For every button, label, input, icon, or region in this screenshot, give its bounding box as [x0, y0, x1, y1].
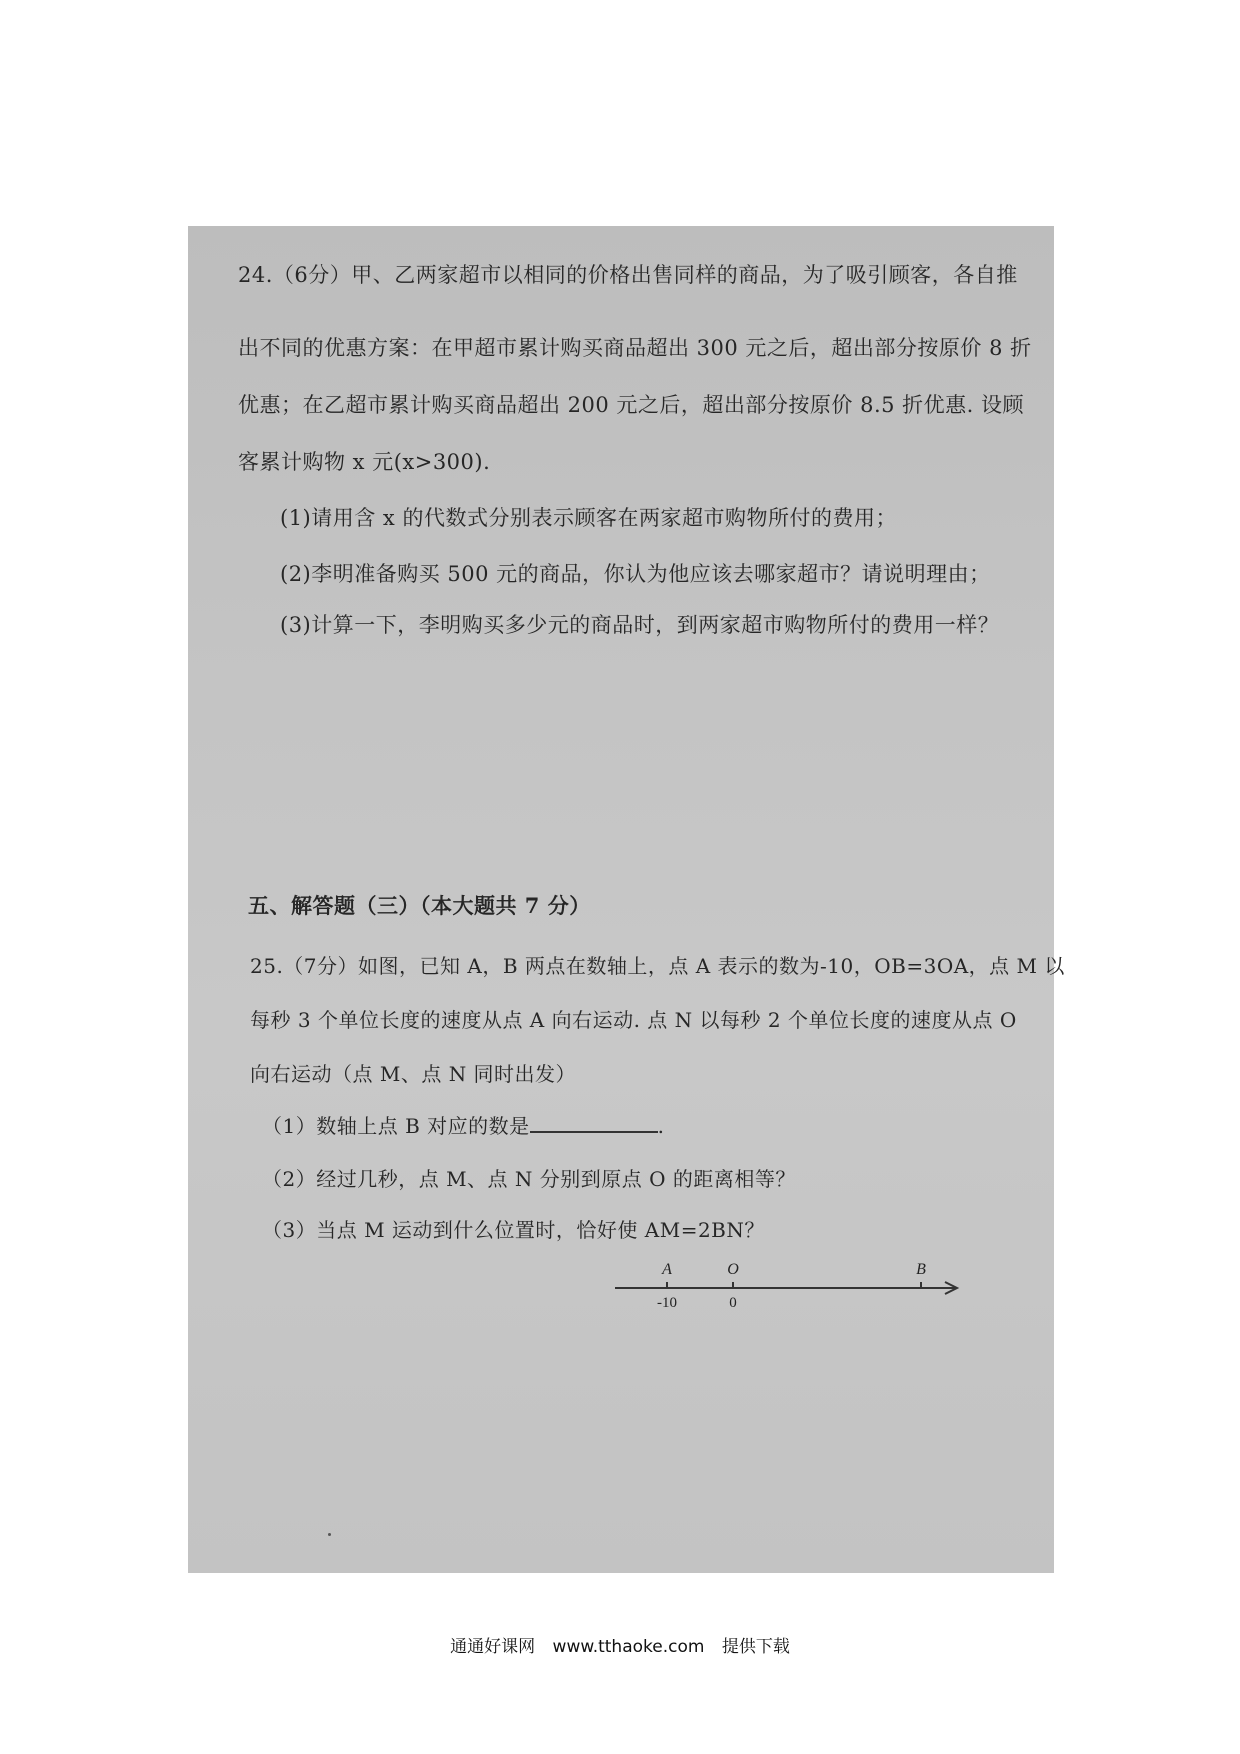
- q24-line-1: 24.（6分）甲、乙两家超市以相同的价格出售同样的商品，为了吸引顾客，各自推: [238, 263, 1018, 287]
- number-line-figure: [615, 1255, 965, 1315]
- q25-line-1: 25.（7分）如图，已知 A，B 两点在数轴上，点 A 表示的数为-10，OB=3OA，点 M 以: [250, 954, 1065, 978]
- q25-line-2: 每秒 3 个单位长度的速度从点 A 向右运动. 点 N 以每秒 2 个单位长度的速度从点 O: [250, 1008, 1017, 1032]
- q25-part-1-period: .: [657, 1114, 665, 1138]
- section-5-heading: 五、解答题（三）（本大题共 7 分）: [248, 893, 591, 918]
- footer: [0, 1632, 1240, 1657]
- answer-blank: [530, 1111, 658, 1133]
- tick-label-a: -10: [657, 1295, 677, 1311]
- q24-part-1: (1)请用含 x 的代数式分别表示顾客在两家超市购物所付的费用；: [280, 506, 897, 530]
- q24-line-2: 出不同的优惠方案：在甲超市累计购买商品超出 300 元之后，超出部分按原价 8 折: [238, 336, 1032, 360]
- q25-part-3: （3）当点 M 运动到什么位置时，恰好使 AM=2BN？: [262, 1218, 765, 1242]
- label-o: O: [727, 1261, 739, 1278]
- q24-line-4: 客累计购物 x 元(x>300).: [238, 450, 491, 474]
- label-b: B: [916, 1261, 926, 1278]
- q24-part-3: (3)计算一下，李明购买多少元的商品时，到两家超市购物所付的费用一样？: [280, 613, 1000, 637]
- q25-part-1-prompt: （1）数轴上点 B 对应的数是: [262, 1114, 530, 1138]
- q24-line-3: 优惠；在乙超市累计购买商品超出 200 元之后，超出部分按原价 8.5 折优惠. 设顾: [238, 393, 1025, 417]
- q25-part-1: [262, 1110, 665, 1139]
- footer-site-name: 通通好课网: [450, 1637, 536, 1657]
- speck-mark: [328, 1533, 331, 1536]
- q25-line-3: 向右运动（点 M、点 N 同时出发）: [250, 1062, 577, 1086]
- tick-label-o: 0: [729, 1295, 737, 1311]
- label-a: A: [662, 1261, 672, 1278]
- q25-part-2: （2）经过几秒，点 M、点 N 分别到原点 O 的距离相等？: [262, 1167, 796, 1191]
- q24-part-2: (2)李明准备购买 500 元的商品，你认为他应该去哪家超市？请说明理由；: [280, 562, 991, 586]
- footer-url[interactable]: www.tthaoke.com: [552, 1637, 705, 1657]
- footer-note: 提供下载: [721, 1637, 790, 1657]
